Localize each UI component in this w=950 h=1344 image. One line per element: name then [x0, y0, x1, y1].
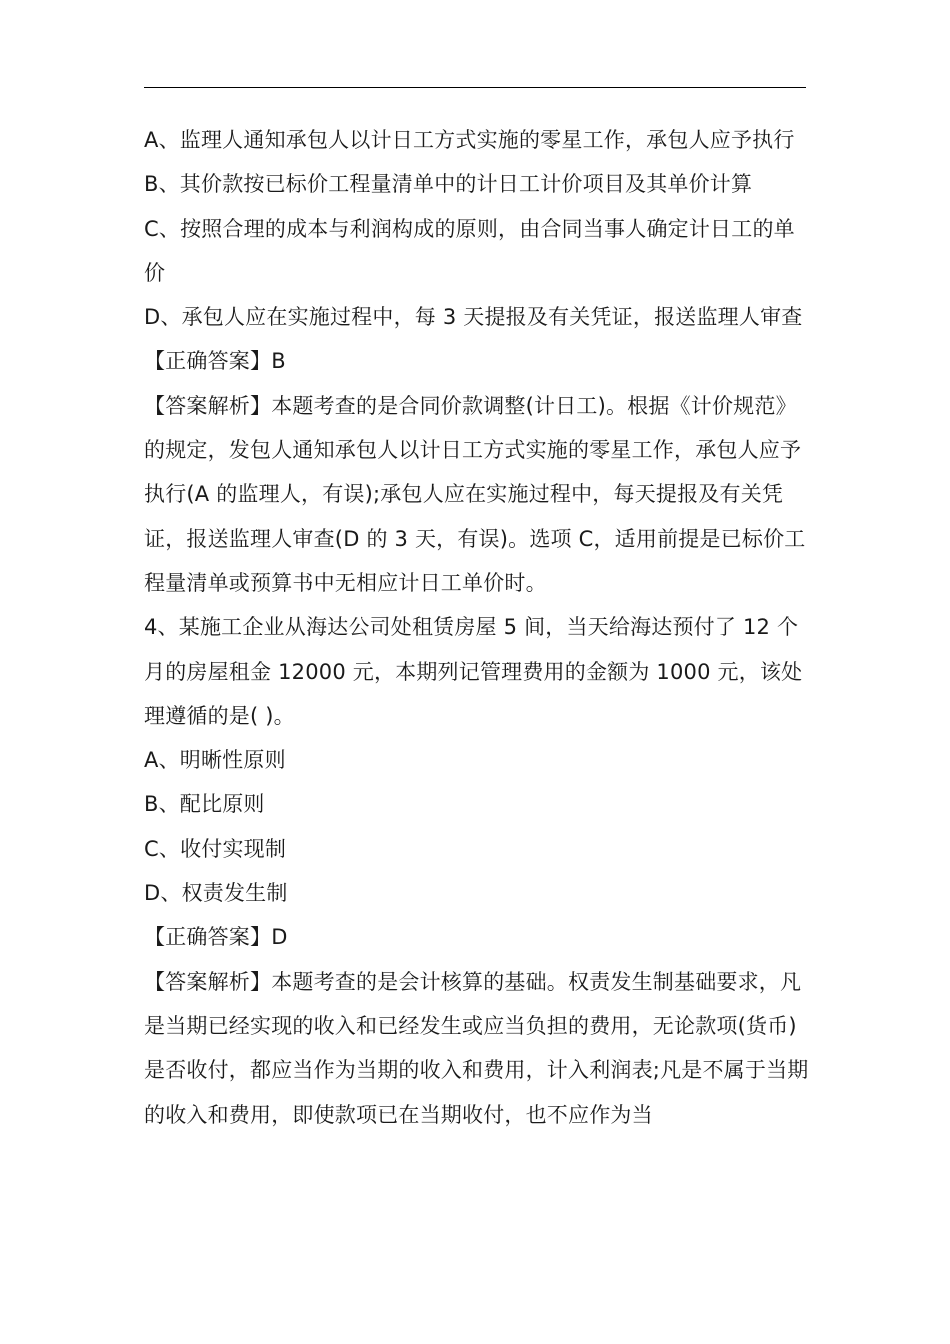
question-4: 4、某施工企业从海达公司处租赁房屋 5 间，当天给海达预付了 12 个月的房屋租金 12000 元，本期列记管理费用的金额为 1000 元，该处理遵循的是( )。 [144, 615, 803, 728]
q4-option-b: B、配比原则 [144, 792, 265, 817]
correct-answer: 【正确答案】B [144, 349, 286, 374]
option-c: C、按照合理的成本与利润构成的原则，由合同当事人确定计日工的单价 [144, 216, 795, 285]
q4-option-d: D、权责发生制 [144, 881, 288, 906]
q4-option-c: C、收付实现制 [144, 836, 287, 861]
option-a: A、监理人通知承包人以计日工方式实施的零星工作，承包人应予执行 [144, 128, 795, 152]
q4-answer-explanation: 【答案解析】本题考查的是会计核算的基础。权责发生制基础要求，凡是当期已经实现的收入和已经发生或应当负担的费用，无论款项(货币)是否收付，都应当作为当期的收入和费用，计入利润表;凡是不属于当期的收入和费用，即使款项已在当期收付，也不应作为当 [144, 969, 809, 1127]
document-body [144, 118, 810, 1137]
header-rule [144, 87, 806, 88]
option-d: D、承包人应在实施过程中，每 3 天提报及有关凭证，报送监理人审查 [144, 305, 803, 330]
option-b: B、其价款按已标价工程量清单中的计日工计价项目及其单价计算 [144, 172, 753, 197]
q4-correct-answer: 【正确答案】D [144, 925, 288, 950]
answer-explanation: 【答案解析】本题考查的是合同价款调整(计日工)。根据《计价规范》的规定，发包人通知承包人以计日工方式实施的零星工作，承包人应予执行(A 的监理人，有误);承包人应在实施过程中，每天提报及有关凭证，报送监理人审查(D 的 3 天，有误)。选项 C，适用前提是已标价工程量清单或预算书中无相应计日工单价时。 [144, 393, 806, 595]
q4-option-a: A、明晰性原则 [144, 748, 286, 773]
